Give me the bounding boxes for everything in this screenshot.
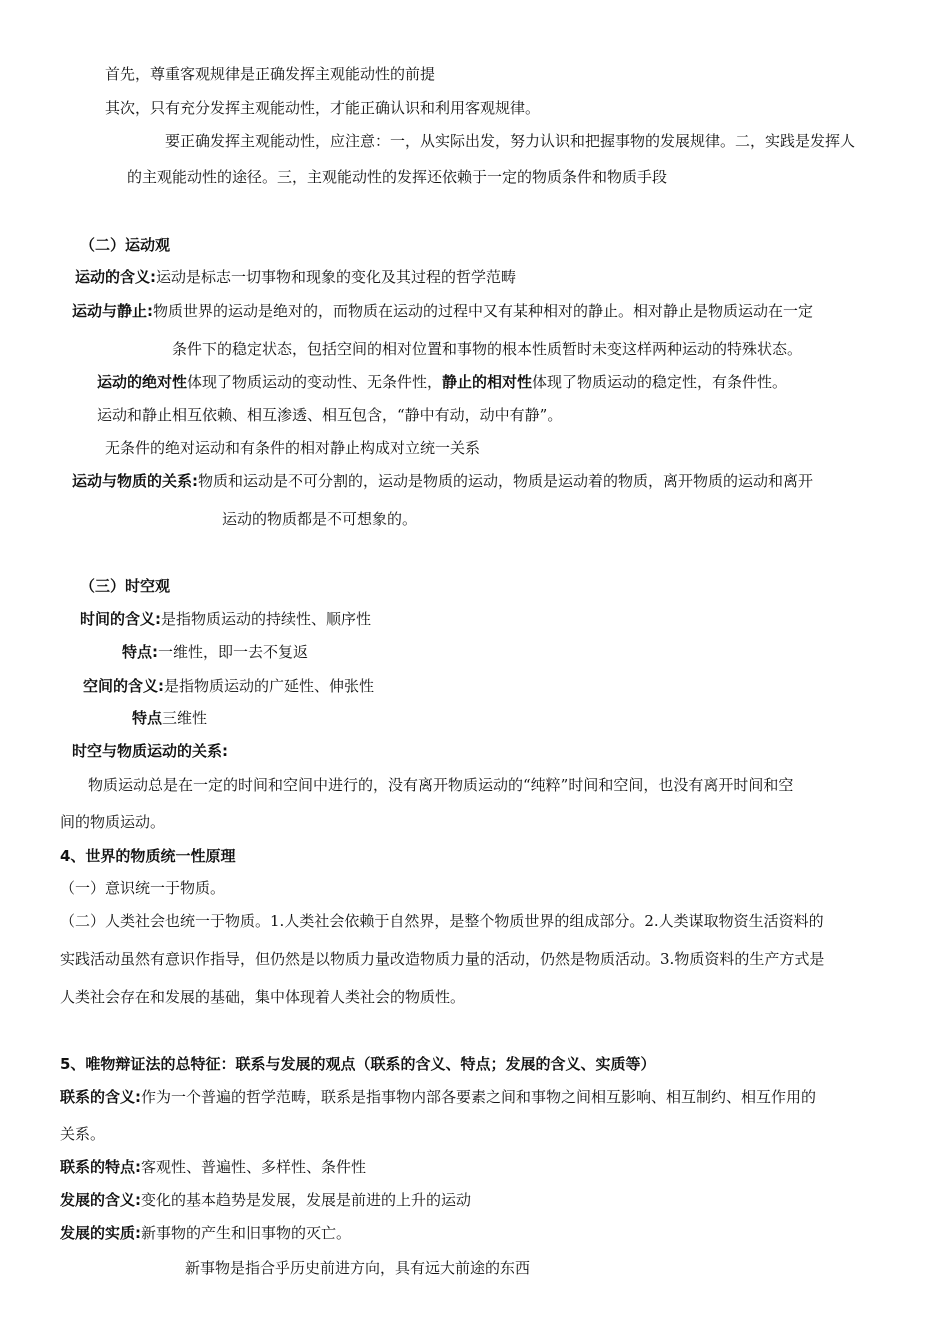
time-feature-text: 一维性，即一去不复返: [158, 643, 309, 661]
time-meaning-label: 时间的含义:: [80, 610, 161, 628]
development-essence-text: 新事物的产生和旧事物的灭亡。: [141, 1224, 352, 1242]
rest-relative-label: 静止的相对性: [442, 373, 533, 391]
motion-absolute-text: 体现了物质运动的变动性、无条件性，: [187, 373, 443, 391]
intro-line-3b: 的主观能动性的途径。三，主观能动性的发挥还依赖于一定的物质条件和物质手段: [127, 168, 668, 186]
motion-interdependence: 运动和静止相互依赖、相互渗透、相互包含，“静中有动，动中有静”。: [97, 406, 563, 424]
unity-item-2b: 实践活动虽然有意识作指导，但仍然是以物质力量改造物质力量的活动，仍然是物质活动。3.物质资料的生产方式是: [60, 950, 825, 968]
space-meaning-text: 是指物质运动的广延性、伸张性: [164, 677, 375, 695]
development-essence-label: 发展的实质:: [60, 1224, 141, 1242]
new-thing-definition: 新事物是指合乎历史前进方向，具有远大前途的东西: [185, 1259, 531, 1277]
spacetime-relation-text-b: 间的物质运动。: [60, 813, 166, 831]
link-meaning-label: 联系的含义:: [60, 1088, 141, 1106]
development-essence-line: [60, 1223, 351, 1243]
unity-item-2a: （二）人类社会也统一于物质。1.人类社会依赖于自然界，是整个物质世界的组成部分。2.人类谋取物资生活资料的: [60, 912, 824, 930]
motion-meaning-text: 运动是标志一切事物和现象的变化及其过程的哲学范畴: [156, 268, 517, 286]
motion-rest-line: [72, 301, 813, 321]
time-feature-line: [122, 642, 308, 662]
development-meaning-text: 变化的基本趋势是发展，发展是前进的上升的运动: [141, 1191, 472, 1209]
time-meaning-text: 是指物质运动的持续性、顺序性: [161, 610, 372, 628]
intro-line-3a: 要正确发挥主观能动性，应注意：一，从实际出发，努力认识和把握事物的发展规律。二，实践是发挥人: [165, 132, 856, 150]
intro-line-2: 其次，只有充分发挥主观能动性，才能正确认识和利用客观规律。: [105, 99, 541, 117]
motion-matter-text-a: 物质和运动是不可分割的，运动是物质的运动，物质是运动着的物质，离开物质的运动和离开: [198, 472, 814, 490]
unity-item-2c: 人类社会存在和发展的基础，集中体现着人类社会的物质性。: [60, 988, 466, 1006]
motion-heading: （二）运动观: [80, 236, 171, 254]
time-meaning-line: [80, 609, 371, 629]
space-feature-text: 三维性: [162, 709, 208, 727]
time-feature-label: 特点:: [122, 643, 158, 661]
link-meaning-line: [60, 1087, 816, 1107]
link-feature-line: [60, 1157, 366, 1177]
rest-relative-text: 体现了物质运动的稳定性，有条件性。: [532, 373, 788, 391]
intro-line-1: 首先，尊重客观规律是正确发挥主观能动性的前提: [105, 65, 436, 83]
development-meaning-line: [60, 1190, 471, 1210]
unity-item-1: （一）意识统一于物质。: [60, 879, 226, 897]
motion-rest-text-b: 条件下的稳定状态，包括空间的相对位置和事物的根本性质暂时未变这样两种运动的特殊状态。: [172, 340, 803, 358]
space-feature-label: 特点: [132, 709, 163, 727]
spacetime-relation-label: 时空与物质运动的关系:: [72, 742, 228, 760]
motion-meaning-label: 运动的含义:: [75, 268, 156, 286]
development-meaning-label: 发展的含义:: [60, 1191, 141, 1209]
spacetime-relation-text-a: 物质运动总是在一定的时间和空间中进行的，没有离开物质运动的“纯粹”时间和空间，也没有离开时间和空: [88, 776, 794, 794]
link-meaning-text-a: 作为一个普遍的哲学范畴，联系是指事物内部各要素之间和事物之间相互影响、相互制约、相互作用的: [141, 1088, 817, 1106]
motion-absolute-label: 运动的绝对性: [97, 373, 188, 391]
dialectics-heading: 5、唯物辩证法的总特征：联系与发展的观点（联系的含义、特点；发展的含义、实质等）: [60, 1055, 656, 1073]
motion-absolute-line: [97, 372, 787, 392]
unity-heading: 4、世界的物质统一性原理: [60, 847, 236, 865]
motion-matter-label: 运动与物质的关系:: [72, 472, 198, 490]
space-meaning-line: [83, 676, 374, 696]
motion-meaning-line: [75, 267, 516, 287]
motion-matter-text-b: 运动的物质都是不可想象的。: [222, 510, 418, 528]
link-feature-label: 联系的特点:: [60, 1158, 141, 1176]
motion-rest-label: 运动与静止:: [72, 302, 153, 320]
motion-unity: 无条件的绝对运动和有条件的相对静止构成对立统一关系: [105, 439, 481, 457]
motion-matter-line: [72, 471, 813, 491]
link-feature-text: 客观性、普遍性、多样性、条件性: [141, 1158, 367, 1176]
motion-rest-text-a: 物质世界的运动是绝对的，而物质在运动的过程中又有某种相对的静止。相对静止是物质运动在一定: [153, 302, 814, 320]
spacetime-heading: （三）时空观: [80, 577, 171, 595]
link-meaning-text-b: 关系。: [60, 1125, 106, 1143]
space-feature-line: [132, 708, 207, 728]
space-meaning-label: 空间的含义:: [83, 677, 164, 695]
